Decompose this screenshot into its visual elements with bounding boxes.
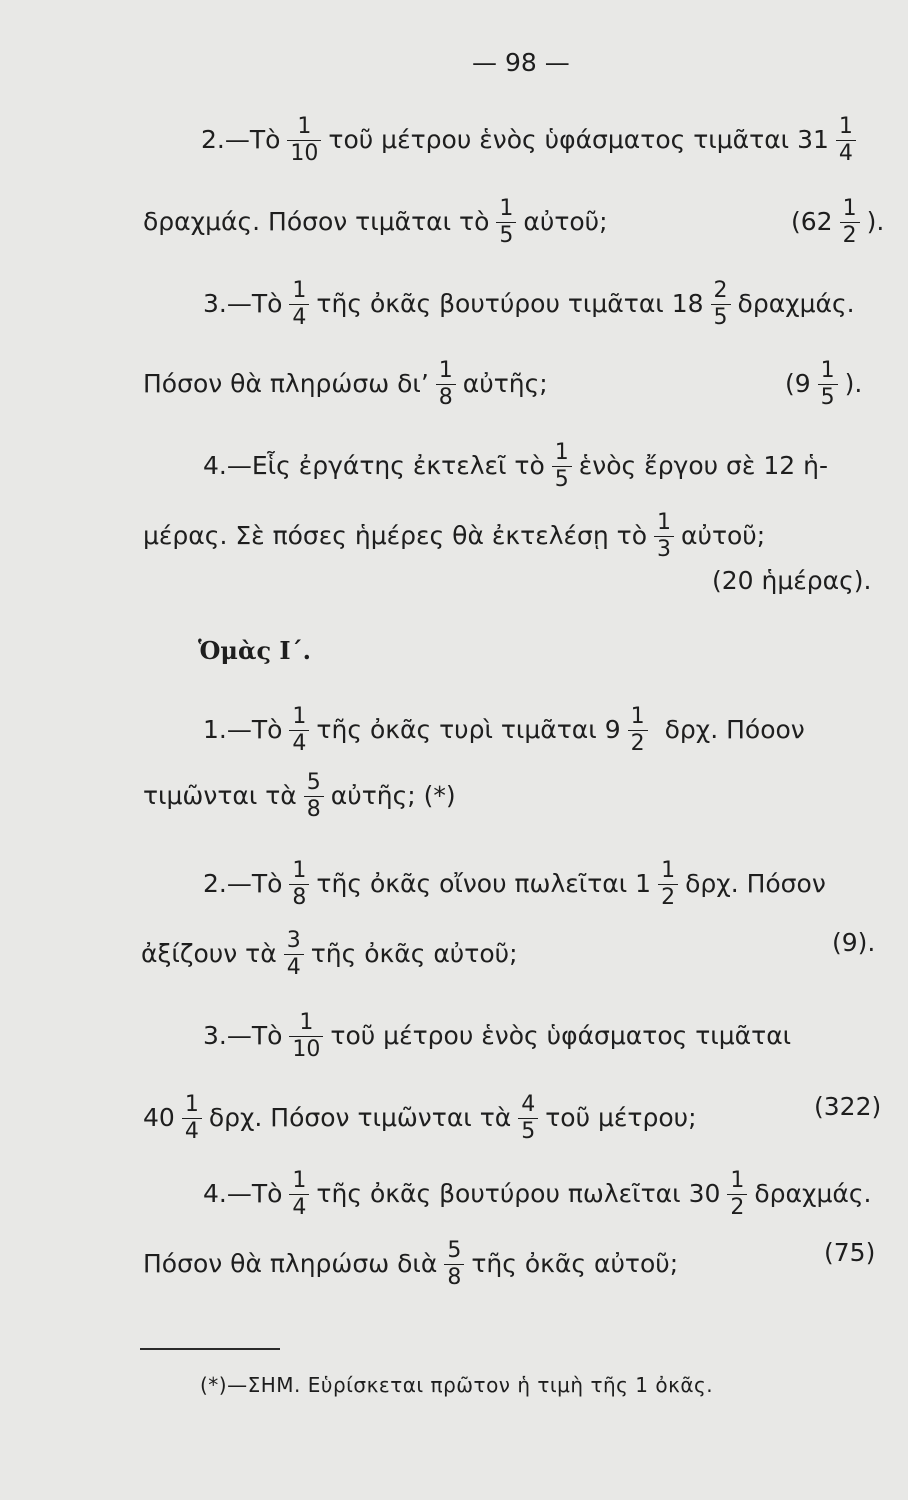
- problem-2-line-1: [198, 114, 860, 167]
- problem-text: 4.—Εἷς ἐργάτης ἐκτελεῖ τὸ: [203, 450, 545, 480]
- problem-text: τῆς ὀκᾶς βουτύρου πωλεῖται 30: [316, 1178, 721, 1208]
- footnote-rule: [140, 1348, 280, 1350]
- fraction: $\frac{4}{5}$: [518, 1092, 538, 1145]
- problem-text: τῆς ὀκᾶς οἴνου πωλεῖται 1: [316, 868, 652, 898]
- fraction: $\frac{1}{4}$: [289, 1168, 309, 1221]
- fraction: $\frac{1}{4}$: [289, 704, 309, 757]
- problem-2-line-2: [140, 196, 611, 249]
- problem-text: 40: [143, 1102, 175, 1132]
- problem-text: αὐτοῦ;: [523, 206, 608, 236]
- fraction: $\frac{1}{2}$: [727, 1168, 747, 1221]
- problem-text: δρχ. Πόοον: [664, 714, 805, 744]
- problem-label: 3.—Τὸ: [203, 1020, 283, 1050]
- problem-text: δραχμάς.: [754, 1178, 872, 1208]
- problem-3-line-2: [140, 358, 551, 411]
- fraction: $\frac{1}{2}$: [658, 858, 678, 911]
- question-4-answer: (75): [824, 1238, 876, 1267]
- page-number: — 98 —: [472, 48, 570, 77]
- problem-label: 1.—Τὸ: [203, 714, 283, 744]
- question-1-line-1: [200, 704, 808, 757]
- problem-text: τοῦ μέτρου;: [545, 1102, 697, 1132]
- fraction: $\frac{2}{5}$: [711, 278, 731, 331]
- problem-text: τῆς ὀκᾶς τυρὶ τιμᾶται 9: [316, 714, 621, 744]
- problem-text: Πόσον θὰ πληρώσω δι’: [143, 368, 429, 398]
- fraction: $\frac{1}{10}$: [289, 1010, 323, 1063]
- problem-4-line-2: [140, 510, 768, 563]
- problem-text: δραχμάς.: [737, 288, 855, 318]
- problem-text: τῆς ὀκᾶς βουτύρου τιμᾶται 18: [316, 288, 704, 318]
- problem-label: 3.—Τὸ: [203, 288, 283, 318]
- question-2-line-2: [138, 928, 521, 981]
- problem-text: δραχμάς. Πόσον τιμᾶται τὸ: [143, 206, 490, 236]
- question-3-answer: (322): [814, 1092, 882, 1121]
- fraction: $\frac{5}{8}$: [444, 1238, 464, 1291]
- problem-text: μέρας. Σὲ πόσες ἡμέρες θὰ ἐκτελέσῃ τὸ: [143, 520, 648, 550]
- fraction: $\frac{1}{8}$: [436, 358, 456, 411]
- section-heading: Ὁμὰς Ι΄.: [198, 636, 312, 665]
- fraction: $\frac{1}{3}$: [654, 510, 674, 563]
- problem-text: τιμῶνται τὰ: [143, 780, 297, 810]
- fraction: $\frac{1}{4}$: [182, 1092, 202, 1145]
- fraction: $\frac{1}{2}$: [840, 196, 860, 249]
- fraction: $\frac{1}{2}$: [628, 704, 648, 757]
- question-1-line-2: [140, 770, 459, 823]
- fraction: $\frac{3}{4}$: [284, 928, 304, 981]
- problem-text: Πόσον θὰ πληρώσω διὰ: [143, 1248, 438, 1278]
- problem-4-line-1: [200, 440, 831, 493]
- problem-text: τῆς ὀκᾶς αὐτοῦ;: [471, 1248, 679, 1278]
- problem-label: 2.—Τὸ: [203, 868, 283, 898]
- problem-text: αὐτοῦ;: [681, 520, 766, 550]
- problem-text: αὐτῆς;: [462, 368, 548, 398]
- fraction: $\frac{1}{10}$: [287, 114, 321, 167]
- problem-3-answer: (9 $\frac{1}{5}$ ).: [785, 358, 863, 410]
- question-3-line-2: [140, 1092, 700, 1145]
- problem-text: δρχ. Πόσον: [685, 868, 826, 898]
- problem-text: ἀξίζουν τὰ: [141, 938, 277, 968]
- fraction: $\frac{1}{5}$: [552, 440, 572, 493]
- question-2-line-1: [200, 858, 829, 911]
- question-4-line-2: [140, 1238, 681, 1291]
- fraction: $\frac{1}{5}$: [818, 358, 838, 411]
- fraction: $\frac{1}{5}$: [496, 196, 516, 249]
- problem-2-answer: (62 $\frac{1}{2}$ ).: [791, 196, 885, 248]
- question-3-line-1: [200, 1010, 794, 1063]
- question-2-answer: (9).: [832, 928, 876, 957]
- problem-text: δρχ. Πόσον τιμῶνται τὰ: [208, 1102, 512, 1132]
- problem-text: τοῦ μέτρου ἑνὸς ὑφάσματος τιμᾶται 31: [328, 124, 829, 154]
- problem-3-line-1: [200, 278, 858, 331]
- problem-text: τοῦ μέτρου ἑνὸς ὑφάσματος τιμᾶται: [330, 1020, 792, 1050]
- problem-label: 2.—Τὸ: [201, 124, 281, 154]
- problem-text: ἑνὸς ἔργου σὲ 12 ἡ-: [578, 450, 828, 480]
- fraction: $\frac{1}{4}$: [289, 278, 309, 331]
- problem-text: τῆς ὀκᾶς αὐτοῦ;: [310, 938, 518, 968]
- footnote: (*)—ΣΗΜ. Εὑρίσκεται πρῶτον ἡ τιμὴ τῆς 1 ὀκᾶς.: [200, 1373, 714, 1397]
- fraction: $\frac{1}{4}$: [836, 114, 856, 167]
- problem-4-answer: (20 ἡμέρας).: [712, 566, 872, 595]
- problem-label: 4.—Τὸ: [203, 1178, 283, 1208]
- fraction: $\frac{5}{8}$: [304, 770, 324, 823]
- fraction: $\frac{1}{8}$: [289, 858, 309, 911]
- question-4-line-1: [200, 1168, 874, 1221]
- problem-text: αὐτῆς; (*): [330, 780, 456, 810]
